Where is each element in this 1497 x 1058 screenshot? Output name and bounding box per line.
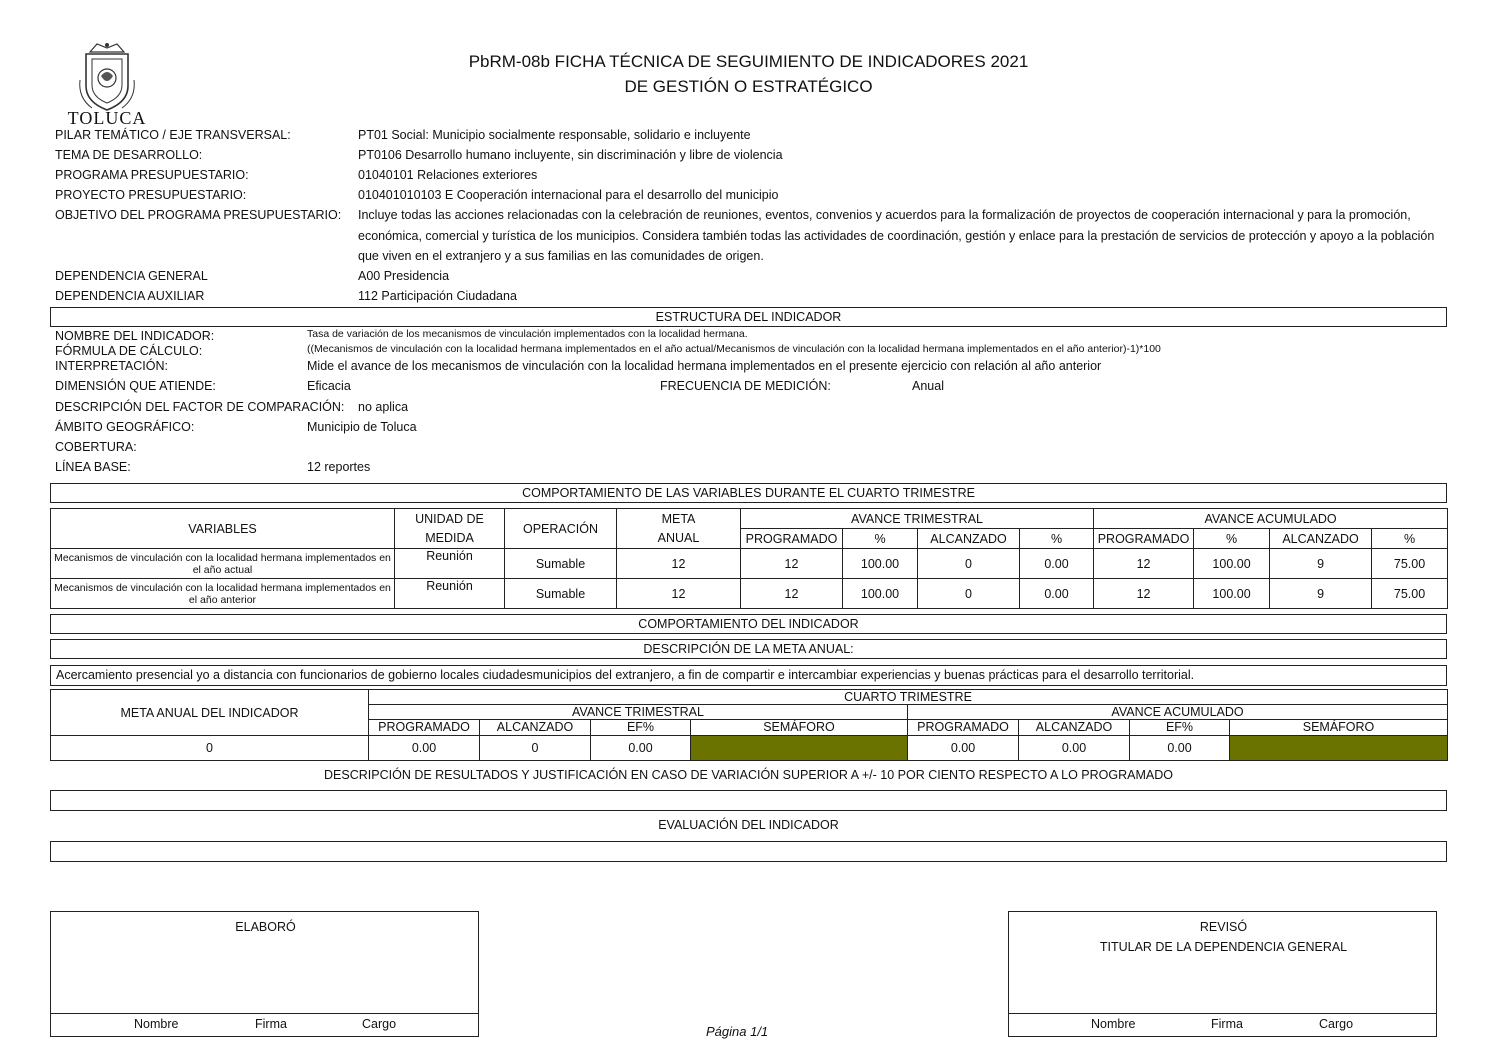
a-semaforo-header: SEMÁFORO [1230, 720, 1448, 736]
t-alcanzado-cell: 0 [918, 549, 1020, 579]
table-row [51, 736, 1448, 761]
a-programado-cell: 12 [1094, 549, 1194, 579]
reviso-cargo: Cargo [1319, 1017, 1354, 1031]
page-number: Página 1/1 [706, 1024, 769, 1039]
dependencia-general-value: A00 Presidencia [358, 269, 450, 283]
objetivo-line-1: Incluye todas las acciones relacionadas con la celebración de reuniones, eventos, convenios y acuerdos para la formalización de proyectos de cooperación internacional y para la promoción, [358, 208, 1411, 222]
header-variables: VARIABLES [51, 509, 395, 549]
t-programado-cell: 12 [741, 579, 843, 609]
frecuencia-value: Anual [912, 379, 944, 393]
descripcion-meta-text: Acercamiento presencial yo a distancia con funcionarios de gobierno locales ciudadesmunicipios del extranjero, a fin de compartir e intercambiar experiencias y buenas prácticas para el desarrollo territorial. [50, 665, 1447, 686]
a-pct-2-cell: 75.00 [1372, 579, 1448, 609]
page-subtitle: DE GESTIÓN O ESTRATÉGICO [624, 77, 873, 96]
t-pct-1-cell: 100.00 [843, 549, 918, 579]
pilar-value: PT01 Social: Municipio socialmente responsable, solidario e incluyente [358, 128, 751, 142]
avance-acumulado-header: AVANCE ACUMULADO [908, 705, 1448, 720]
meta-anual-value: 0 [51, 736, 369, 761]
avance-trimestral-header: AVANCE TRIMESTRAL [369, 705, 908, 720]
unidad-cell: Reunión [395, 549, 505, 579]
table-row [51, 579, 1448, 609]
toluca-logo [67, 40, 147, 136]
variables-heading: COMPORTAMIENTO DE LAS VARIABLES DURANTE EL CUARTO TRIMESTRE [50, 483, 1447, 503]
a-alcanzado-cell: 9 [1270, 579, 1372, 609]
header-t-pct-1: % [843, 529, 918, 549]
a-alcanzado-value: 0.00 [1019, 736, 1130, 761]
a-ef-header: EF% [1130, 720, 1230, 736]
programa-label: PROGRAMA PRESUPUESTARIO: [55, 168, 249, 182]
dependencia-general-label: DEPENDENCIA GENERAL [55, 269, 208, 283]
a-programado-value: 0.00 [908, 736, 1019, 761]
t-alcanzado-header: ALCANZADO [480, 720, 591, 736]
a-alcanzado-header: ALCANZADO [1019, 720, 1130, 736]
ambito-label: ÁMBITO GEOGRÁFICO: [55, 420, 195, 434]
estructura-heading: ESTRUCTURA DEL INDICADOR [50, 307, 1447, 327]
reviso-label: REVISÓ [1199, 920, 1248, 934]
t-semaforo-header: SEMÁFORO [691, 720, 908, 736]
t-alcanzado-cell: 0 [918, 579, 1020, 609]
a-pct-1-cell: 100.00 [1194, 549, 1270, 579]
a-semaforo-indicator [1230, 736, 1448, 761]
elaboro-nombre: Nombre [134, 1017, 179, 1031]
dependencia-auxiliar-value: 112 Participación Ciudadana [358, 289, 517, 303]
formula-value: ((Mecanismos de vinculación con la localidad hermana implementados en el año actual/Mecanismos de vinculación con la localidad hermana implementados en el año anterior)-1)*100 [307, 343, 1161, 355]
header-a-pct-2: % [1372, 529, 1448, 549]
t-alcanzado-value: 0 [480, 736, 591, 761]
reviso-firma: Firma [1211, 1017, 1243, 1031]
elaboro-cargo: Cargo [362, 1017, 397, 1031]
header-a-pct-1: % [1194, 529, 1270, 549]
elaboro-box [50, 911, 479, 1037]
header-t-programado: PROGRAMADO [741, 529, 843, 549]
elaboro-divider [51, 1013, 478, 1014]
header-avance-trimestral: AVANCE TRIMESTRAL [741, 509, 1094, 529]
cuarto-trimestre-header: CUARTO TRIMESTRE [369, 690, 1448, 705]
t-ef-header: EF% [591, 720, 691, 736]
reviso-nombre: Nombre [1091, 1017, 1136, 1031]
objetivo-line-2: económica, comercial y turística de los municipios. Considera también todas las actividades de coordinación, gestión y enlace para la prestación de servicios de protección y apoyo a la población [358, 229, 1435, 243]
linea-base-label: LÍNEA BASE: [55, 460, 131, 474]
operacion-cell: Sumable [505, 549, 617, 579]
indicador-table [50, 689, 1448, 761]
nombre-indicador-label: NOMBRE DEL INDICADOR: [55, 329, 215, 343]
dimension-label: DIMENSIÓN QUE ATIENDE: [55, 379, 216, 393]
comportamiento-heading: COMPORTAMIENTO DEL INDICADOR [50, 614, 1447, 634]
variable-name: Mecanismos de vinculación con la localidad hermana implementados en el año actual [51, 549, 395, 579]
elaboro-firma: Firma [255, 1017, 287, 1031]
table-row [51, 549, 1448, 579]
proyecto-value: 010401010103 E Cooperación internacional para el desarrollo del municipio [358, 188, 779, 202]
a-programado-header: PROGRAMADO [908, 720, 1019, 736]
reviso-box [1008, 911, 1437, 1037]
unidad-cell: Reunión [395, 579, 505, 609]
t-programado-cell: 12 [741, 549, 843, 579]
a-programado-cell: 12 [1094, 579, 1194, 609]
header-avance-acumulado: AVANCE ACUMULADO [1094, 509, 1448, 529]
header-t-alcanzado: ALCANZADO [918, 529, 1020, 549]
a-alcanzado-cell: 9 [1270, 549, 1372, 579]
header-unidad-1: UNIDAD DE [395, 509, 505, 529]
a-ef-value: 0.00 [1130, 736, 1230, 761]
formula-label: FÓRMULA DE CÁLCULO: [55, 344, 203, 358]
pilar-label: PILAR TEMÁTICO / EJE TRANSVERSAL: [55, 128, 291, 142]
interpretacion-label: INTERPRETACIÓN: [55, 359, 168, 373]
a-pct-2-cell: 75.00 [1372, 549, 1448, 579]
a-pct-1-cell: 100.00 [1194, 579, 1270, 609]
header-operacion: OPERACIÓN [505, 509, 617, 549]
header-meta-1: META [617, 509, 741, 529]
resultados-heading: DESCRIPCIÓN DE RESULTADOS Y JUSTIFICACIÓN EN CASO DE VARIACIÓN SUPERIOR A +/- 10 POR CIENTO RESPECTO A LO PROGRAMADO [324, 768, 1173, 782]
t-pct-2-cell: 0.00 [1020, 579, 1094, 609]
meta-anual-indicador-header: META ANUAL DEL INDICADOR [51, 690, 369, 736]
frecuencia-label: FRECUENCIA DE MEDICIÓN: [660, 379, 831, 393]
dependencia-auxiliar-label: DEPENDENCIA AUXILIAR [55, 289, 205, 303]
tema-value: PT0106 Desarrollo humano incluyente, sin discriminación y libre de violencia [358, 148, 783, 162]
dimension-value: Eficacia [307, 379, 351, 393]
meta-cell: 12 [617, 579, 741, 609]
objetivo-line-3: que viven en el extranjero y a sus familias en las comunidades de origen. [358, 249, 764, 263]
header-a-programado: PROGRAMADO [1094, 529, 1194, 549]
titular-label: TITULAR DE LA DEPENDENCIA GENERAL [1099, 940, 1348, 954]
logo-text: TOLUCA [67, 108, 147, 128]
evaluacion-text [50, 841, 1447, 862]
t-semaforo-indicator [691, 736, 908, 761]
resultados-text [50, 790, 1447, 811]
objetivo-label: OBJETIVO DEL PROGRAMA PRESUPUESTARIO: [55, 208, 342, 222]
interpretacion-value: Mide el avance de los mecanismos de vinculación con la localidad hermana implementados en el presente ejercicio con relación al año anterior [307, 359, 1102, 373]
programa-value: 01040101 Relaciones exteriores [358, 168, 538, 182]
nombre-indicador-value: Tasa de variación de los mecanismos de vinculación implementados con la localidad hermana. [307, 328, 748, 340]
factor-value: no aplica [358, 400, 409, 414]
t-programado-header: PROGRAMADO [369, 720, 480, 736]
variable-name: Mecanismos de vinculación con la localidad hermana implementados en el año anterior [51, 579, 395, 609]
header-meta-2: ANUAL [617, 529, 741, 549]
meta-cell: 12 [617, 549, 741, 579]
header-a-alcanzado: ALCANZADO [1270, 529, 1372, 549]
factor-label: DESCRIPCIÓN DEL FACTOR DE COMPARACIÓN: [55, 400, 345, 414]
header-t-pct-2: % [1020, 529, 1094, 549]
header-unidad-2: MEDIDA [395, 529, 505, 549]
t-pct-1-cell: 100.00 [843, 579, 918, 609]
tema-label: TEMA DE DESARROLLO: [55, 148, 203, 162]
evaluacion-heading: EVALUACIÓN DEL INDICADOR [658, 818, 839, 832]
t-ef-value: 0.00 [591, 736, 691, 761]
cobertura-label: COBERTURA: [55, 440, 137, 454]
t-pct-2-cell: 0.00 [1020, 549, 1094, 579]
linea-base-value: 12 reportes [307, 460, 371, 474]
operacion-cell: Sumable [505, 579, 617, 609]
descripcion-meta-heading: DESCRIPCIÓN DE LA META ANUAL: [50, 639, 1447, 659]
ambito-value: Municipio de Toluca [307, 420, 417, 434]
t-programado-value: 0.00 [369, 736, 480, 761]
variables-table [50, 508, 1448, 609]
elaboro-label: ELABORÓ [235, 920, 296, 934]
page-title: PbRM-08b FICHA TÉCNICA DE SEGUIMIENTO DE INDICADORES 2021 [468, 52, 1029, 71]
reviso-divider [1009, 1013, 1436, 1014]
proyecto-label: PROYECTO PRESUPUESTARIO: [55, 188, 247, 202]
